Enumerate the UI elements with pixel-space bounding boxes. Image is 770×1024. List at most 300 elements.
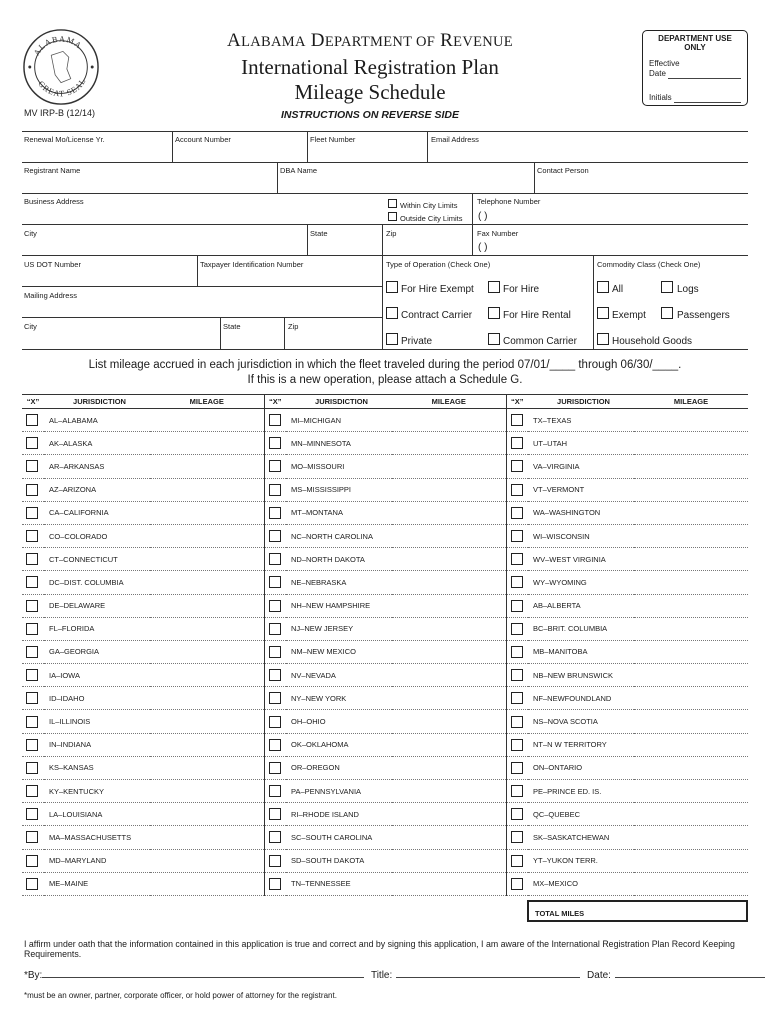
- mileage-field[interactable]: [150, 455, 264, 478]
- fax-area-code[interactable]: ( ): [478, 242, 488, 253]
- select-cell: [264, 826, 286, 849]
- registrant-name-label: Registrant Name: [24, 166, 81, 175]
- mileage-field[interactable]: [150, 664, 264, 687]
- jurisdiction-name: NS–NOVA SCOTIA: [528, 710, 634, 733]
- jurisdiction-checkbox[interactable]: [269, 530, 281, 542]
- select-cell: [506, 617, 528, 640]
- seal-bottom-text: GREAT SEAL: [36, 76, 88, 99]
- mileage-field[interactable]: [634, 664, 748, 687]
- household-goods-checkbox[interactable]: [597, 333, 609, 345]
- table-row: [22, 524, 748, 547]
- jurisdiction-checkbox[interactable]: [269, 762, 281, 774]
- jurisdiction-checkbox[interactable]: [269, 739, 281, 751]
- divider: [22, 193, 748, 194]
- jurisdiction-checkbox[interactable]: [26, 553, 38, 565]
- table-row: [22, 594, 748, 617]
- jurisdiction-checkbox[interactable]: [511, 437, 523, 449]
- jurisdiction-checkbox[interactable]: [511, 739, 523, 751]
- option-label: Contract Carrier: [401, 310, 473, 321]
- column-header-mileage: MILEAGE: [150, 395, 264, 409]
- jurisdiction-checkbox[interactable]: [26, 576, 38, 588]
- private-checkbox[interactable]: [386, 333, 398, 345]
- option-label: Passengers: [677, 310, 730, 321]
- select-cell: [22, 409, 44, 432]
- jurisdiction-name: WA–WASHINGTON: [528, 501, 634, 524]
- mileage-field[interactable]: [634, 478, 748, 501]
- jurisdiction-name: NJ–NEW JERSEY: [286, 617, 392, 640]
- within-city-checkbox[interactable]: [388, 199, 397, 208]
- jurisdiction-checkbox[interactable]: [511, 460, 523, 472]
- table-header-row: [22, 395, 748, 409]
- mileage-field[interactable]: [634, 756, 748, 779]
- select-cell: [264, 524, 286, 547]
- common-carrier-checkbox[interactable]: [488, 333, 500, 345]
- jurisdiction-checkbox[interactable]: [511, 785, 523, 797]
- column-header-x: “X”: [22, 395, 44, 409]
- mileage-field[interactable]: [634, 687, 748, 710]
- department-use-heading: DEPARTMENT USE ONLY: [658, 34, 732, 52]
- mileage-field[interactable]: [392, 524, 506, 547]
- column-header-jurisdiction: JURISDICTION: [44, 395, 150, 409]
- table-row: [22, 826, 748, 849]
- jurisdiction-checkbox[interactable]: [269, 669, 281, 681]
- jurisdiction-name: SK–SASKATCHEWAN: [528, 826, 634, 849]
- divider: [172, 131, 173, 162]
- jurisdiction-checkbox[interactable]: [269, 484, 281, 496]
- passengers-checkbox[interactable]: [661, 307, 673, 319]
- jurisdiction-checkbox[interactable]: [511, 576, 523, 588]
- select-cell: [264, 849, 286, 872]
- city-label: City: [24, 229, 37, 238]
- jurisdiction-checkbox[interactable]: [511, 414, 523, 426]
- mileage-field[interactable]: [392, 478, 506, 501]
- mileage-field[interactable]: [150, 409, 264, 432]
- select-cell: [506, 548, 528, 571]
- zip-label: Zip: [386, 229, 397, 238]
- mailing-address-label: Mailing Address: [24, 291, 77, 300]
- page-title-agency: ALABAMA DEPARTMENT OF REVENUE: [227, 30, 513, 51]
- jurisdiction-checkbox[interactable]: [26, 855, 38, 867]
- mileage-field[interactable]: [392, 849, 506, 872]
- select-cell: [506, 664, 528, 687]
- mileage-field[interactable]: [634, 524, 748, 547]
- mileage-field[interactable]: [150, 849, 264, 872]
- divider: [22, 349, 748, 350]
- divider: [593, 255, 594, 349]
- table-row: [22, 710, 748, 733]
- mileage-field[interactable]: [634, 640, 748, 663]
- renewal-label: Renewal Mo/License Yr.: [24, 135, 105, 144]
- select-cell: [22, 501, 44, 524]
- jurisdiction-checkbox[interactable]: [269, 437, 281, 449]
- divider: [284, 317, 285, 349]
- table-row: [22, 617, 748, 640]
- for-hire-rental-checkbox[interactable]: [488, 307, 500, 319]
- mileage-field[interactable]: [634, 826, 748, 849]
- logs-checkbox[interactable]: [661, 281, 673, 293]
- jurisdiction-name: CO–COLORADO: [44, 524, 150, 547]
- column-header-mileage: MILEAGE: [634, 395, 748, 409]
- table-row: [22, 664, 748, 687]
- jurisdiction-checkbox[interactable]: [269, 576, 281, 588]
- mileage-field[interactable]: [392, 687, 506, 710]
- mileage-field[interactable]: [150, 756, 264, 779]
- jurisdiction-name: TN–TENNESSEE: [286, 872, 392, 895]
- mileage-field[interactable]: [392, 594, 506, 617]
- jurisdiction-name: MO–MISSOURI: [286, 455, 392, 478]
- mileage-instructions-line1: List mileage accrued in each jurisdiction in which the fleet traveled during the period 07/01/____ through 06/30/____.: [88, 359, 682, 371]
- select-cell: [506, 756, 528, 779]
- jurisdiction-checkbox[interactable]: [511, 878, 523, 890]
- jurisdiction-checkbox[interactable]: [511, 669, 523, 681]
- select-cell: [264, 455, 286, 478]
- select-cell: [22, 710, 44, 733]
- table-row: [22, 849, 748, 872]
- select-cell: [506, 524, 528, 547]
- select-cell: [264, 617, 286, 640]
- select-cell: [22, 687, 44, 710]
- table-row: [22, 571, 748, 594]
- mileage-field[interactable]: [634, 780, 748, 803]
- outside-city-label: Outside City Limits: [400, 214, 463, 223]
- mileage-field[interactable]: [634, 548, 748, 571]
- outside-city-checkbox[interactable]: [388, 212, 397, 221]
- signature-field[interactable]: [42, 969, 364, 978]
- mileage-field[interactable]: [392, 455, 506, 478]
- jurisdiction-name: PE–PRINCE ED. IS.: [528, 780, 634, 803]
- mileage-field[interactable]: [392, 826, 506, 849]
- mileage-field[interactable]: [392, 664, 506, 687]
- option-label: For Hire Exempt: [401, 284, 474, 295]
- mileage-field[interactable]: [392, 617, 506, 640]
- jurisdiction-checkbox[interactable]: [26, 878, 38, 890]
- mileage-field[interactable]: [634, 710, 748, 733]
- select-cell: [264, 803, 286, 826]
- jurisdiction-checkbox[interactable]: [511, 831, 523, 843]
- divider: [22, 317, 382, 318]
- jurisdiction-name: VA–VIRGINIA: [528, 455, 634, 478]
- jurisdiction-name: WY–WYOMING: [528, 571, 634, 594]
- jurisdiction-checkbox[interactable]: [511, 855, 523, 867]
- account-number-label: Account Number: [175, 135, 231, 144]
- jurisdiction-name: WV–WEST VIRGINIA: [528, 548, 634, 571]
- select-cell: [22, 524, 44, 547]
- jurisdiction-checkbox[interactable]: [26, 507, 38, 519]
- jurisdiction-checkbox[interactable]: [511, 716, 523, 728]
- jurisdiction-name: MN–MINNESOTA: [286, 432, 392, 455]
- mileage-field[interactable]: [150, 432, 264, 455]
- jurisdiction-checkbox[interactable]: [269, 831, 281, 843]
- jurisdiction-checkbox[interactable]: [269, 808, 281, 820]
- mileage-field[interactable]: [634, 501, 748, 524]
- jurisdiction-checkbox[interactable]: [511, 808, 523, 820]
- jurisdiction-checkbox[interactable]: [269, 553, 281, 565]
- select-cell: [264, 548, 286, 571]
- select-cell: [264, 710, 286, 733]
- taxpayer-id-label: Taxpayer Identification Number: [200, 260, 304, 269]
- jurisdiction-checkbox[interactable]: [511, 762, 523, 774]
- jurisdiction-checkbox[interactable]: [26, 739, 38, 751]
- mileage-field[interactable]: [150, 687, 264, 710]
- jurisdiction-name: NT–N W TERRITORY: [528, 733, 634, 756]
- mileage-instructions: [20, 358, 750, 388]
- jurisdiction-name: OK–OKLAHOMA: [286, 733, 392, 756]
- jurisdiction-checkbox[interactable]: [269, 785, 281, 797]
- jurisdiction-checkbox[interactable]: [26, 831, 38, 843]
- date-field[interactable]: [615, 969, 765, 978]
- by-label: *By:: [24, 970, 43, 981]
- mileage-field[interactable]: [634, 849, 748, 872]
- select-cell: [22, 664, 44, 687]
- select-cell: [264, 733, 286, 756]
- jurisdiction-name: MI–MICHIGAN: [286, 409, 392, 432]
- jurisdiction-name: BC–BRIT. COLUMBIA: [528, 617, 634, 640]
- divider: [534, 162, 535, 193]
- mileage-field[interactable]: [150, 548, 264, 571]
- svg-text:ALABAMA: [32, 35, 84, 58]
- for-hire-checkbox[interactable]: [488, 281, 500, 293]
- mileage-field[interactable]: [392, 872, 506, 895]
- footnote: *must be an owner, partner, corporate officer, or hold power of attorney for the registrant.: [24, 991, 337, 1000]
- jurisdiction-checkbox[interactable]: [26, 785, 38, 797]
- jurisdiction-name: IA–IOWA: [44, 664, 150, 687]
- select-cell: [264, 664, 286, 687]
- jurisdiction-checkbox[interactable]: [26, 460, 38, 472]
- contract-carrier-checkbox[interactable]: [386, 307, 398, 319]
- telephone-area-code[interactable]: ( ): [478, 211, 488, 222]
- mileage-field[interactable]: [392, 803, 506, 826]
- jurisdiction-checkbox[interactable]: [511, 600, 523, 612]
- table-row: [22, 780, 748, 803]
- select-cell: [22, 617, 44, 640]
- mileage-field[interactable]: [392, 571, 506, 594]
- table-row: [22, 733, 748, 756]
- jurisdiction-checkbox[interactable]: [26, 600, 38, 612]
- jurisdiction-checkbox[interactable]: [26, 669, 38, 681]
- jurisdiction-checkbox[interactable]: [26, 623, 38, 635]
- select-cell: [22, 571, 44, 594]
- mileage-field[interactable]: [150, 501, 264, 524]
- select-cell: [264, 432, 286, 455]
- jurisdiction-name: MB–MANITOBA: [528, 640, 634, 663]
- mileage-field[interactable]: [392, 548, 506, 571]
- email-label: Email Address: [431, 135, 479, 144]
- table-row: [22, 687, 748, 710]
- mileage-field[interactable]: [150, 872, 264, 895]
- column-header-x: “X”: [506, 395, 528, 409]
- signature-line: [24, 969, 765, 981]
- option-label: Private: [401, 336, 433, 347]
- mileage-field[interactable]: [150, 803, 264, 826]
- select-cell: [506, 501, 528, 524]
- jurisdiction-checkbox[interactable]: [26, 716, 38, 728]
- mileage-field[interactable]: [392, 640, 506, 663]
- mileage-field[interactable]: [150, 617, 264, 640]
- jurisdiction-checkbox[interactable]: [511, 623, 523, 635]
- jurisdiction-name: NV–NEVADA: [286, 664, 392, 687]
- option-label: Common Carrier: [503, 336, 577, 347]
- select-cell: [506, 849, 528, 872]
- mileage-field[interactable]: [392, 409, 506, 432]
- all-checkbox[interactable]: [597, 281, 609, 293]
- mileage-field[interactable]: [150, 571, 264, 594]
- mileage-field[interactable]: [392, 733, 506, 756]
- jurisdiction-checkbox[interactable]: [269, 646, 281, 658]
- jurisdiction-checkbox[interactable]: [511, 692, 523, 704]
- mileage-field[interactable]: [392, 501, 506, 524]
- jurisdiction-checkbox[interactable]: [269, 414, 281, 426]
- jurisdiction-name: FL–FLORIDA: [44, 617, 150, 640]
- jurisdiction-checkbox[interactable]: [269, 600, 281, 612]
- jurisdiction-checkbox[interactable]: [269, 878, 281, 890]
- mileage-field[interactable]: [392, 756, 506, 779]
- affirmation-statement: I affirm under oath that the information contained in this application is true and correct and by signing this application, I am aware of the International Registration Plan Record Keeping Requirements.: [24, 939, 735, 959]
- jurisdiction-name: WI–WISCONSIN: [528, 524, 634, 547]
- option-label: Exempt: [612, 310, 646, 321]
- jurisdiction-name: NF–NEWFOUNDLAND: [528, 687, 634, 710]
- alabama-great-seal: [22, 28, 100, 106]
- dept-initials-field[interactable]: [674, 95, 741, 103]
- business-address-label: Business Address: [24, 197, 84, 206]
- select-cell: [506, 826, 528, 849]
- title-field[interactable]: [396, 969, 580, 978]
- mileage-field[interactable]: [634, 872, 748, 895]
- mileage-field[interactable]: [634, 617, 748, 640]
- jurisdiction-name: KS–KANSAS: [44, 756, 150, 779]
- jurisdiction-checkbox[interactable]: [511, 646, 523, 658]
- jurisdiction-checkbox[interactable]: [511, 484, 523, 496]
- mileage-field[interactable]: [634, 733, 748, 756]
- dept-date-field[interactable]: [668, 71, 741, 79]
- jurisdiction-checkbox[interactable]: [269, 460, 281, 472]
- select-cell: [264, 756, 286, 779]
- jurisdiction-checkbox[interactable]: [511, 530, 523, 542]
- telephone-label: Telephone Number: [477, 197, 541, 206]
- jurisdiction-checkbox[interactable]: [26, 530, 38, 542]
- select-cell: [22, 849, 44, 872]
- date-label: Date: [649, 69, 666, 78]
- jurisdiction-name: SC–SOUTH CAROLINA: [286, 826, 392, 849]
- jurisdiction-name: NE–NEBRASKA: [286, 571, 392, 594]
- jurisdiction-checkbox[interactable]: [26, 484, 38, 496]
- jurisdiction-name: MS–MISSISSIPPI: [286, 478, 392, 501]
- jurisdiction-checkbox[interactable]: [26, 646, 38, 658]
- jurisdiction-name: YT–YUKON TERR.: [528, 849, 634, 872]
- jurisdiction-name: AR–ARKANSAS: [44, 455, 150, 478]
- jurisdiction-checkbox[interactable]: [26, 808, 38, 820]
- date-label: Date:: [587, 970, 611, 981]
- divider: [472, 193, 473, 255]
- mileage-field[interactable]: [634, 571, 748, 594]
- jurisdiction-checkbox[interactable]: [269, 716, 281, 728]
- jurisdiction-checkbox[interactable]: [511, 553, 523, 565]
- select-cell: [506, 432, 528, 455]
- select-cell: [264, 872, 286, 895]
- mileage-field[interactable]: [150, 780, 264, 803]
- mileage-field[interactable]: [150, 826, 264, 849]
- commodity-class-label: Commodity Class (Check One): [597, 260, 701, 269]
- mileage-instructions-line2: If this is a new operation, please attach a Schedule G.: [247, 374, 523, 386]
- divider: [22, 162, 748, 163]
- mileage-field[interactable]: [150, 594, 264, 617]
- jurisdiction-checkbox[interactable]: [26, 762, 38, 774]
- page-title-program: International Registration Plan: [241, 55, 499, 79]
- table-row: [22, 756, 748, 779]
- column-header-x: “X”: [264, 395, 286, 409]
- jurisdiction-checkbox[interactable]: [269, 507, 281, 519]
- mileage-field[interactable]: [392, 780, 506, 803]
- divider: [307, 224, 308, 255]
- mileage-field[interactable]: [634, 432, 748, 455]
- mileage-field[interactable]: [634, 594, 748, 617]
- select-cell: [264, 478, 286, 501]
- select-cell: [264, 687, 286, 710]
- select-cell: [506, 803, 528, 826]
- select-cell: [22, 733, 44, 756]
- svg-text:GREAT SEAL: [36, 76, 88, 98]
- mileage-field[interactable]: [634, 409, 748, 432]
- divider: [197, 255, 198, 286]
- state-label: State: [310, 229, 328, 238]
- jurisdiction-name: MT–MONTANA: [286, 501, 392, 524]
- jurisdiction-name: PA–PENNSYLVANIA: [286, 780, 392, 803]
- select-cell: [506, 733, 528, 756]
- jurisdiction-name: RI–RHODE ISLAND: [286, 803, 392, 826]
- mileage-field[interactable]: [150, 640, 264, 663]
- initials-label: Initials: [649, 93, 672, 102]
- select-cell: [264, 640, 286, 663]
- total-miles-field[interactable]: TOTAL MILES: [527, 900, 748, 922]
- mileage-field[interactable]: [392, 710, 506, 733]
- select-cell: [506, 571, 528, 594]
- jurisdiction-checkbox[interactable]: [269, 623, 281, 635]
- jurisdiction-name: ON–ONTARIO: [528, 756, 634, 779]
- jurisdiction-checkbox[interactable]: [269, 692, 281, 704]
- jurisdiction-checkbox[interactable]: [269, 855, 281, 867]
- jurisdiction-name: OR–OREGON: [286, 756, 392, 779]
- select-cell: [506, 780, 528, 803]
- mileage-field[interactable]: [150, 524, 264, 547]
- jurisdiction-name: MA–MASSACHUSETTS: [44, 826, 150, 849]
- jurisdiction-checkbox[interactable]: [26, 437, 38, 449]
- mileage-field[interactable]: [634, 455, 748, 478]
- divider: [22, 224, 748, 225]
- for-hire-exempt-checkbox[interactable]: [386, 281, 398, 293]
- divider: [277, 162, 278, 193]
- jurisdiction-name: CT–CONNECTICUT: [44, 548, 150, 571]
- jurisdiction-checkbox[interactable]: [26, 692, 38, 704]
- mileage-field[interactable]: [150, 478, 264, 501]
- column-header-jurisdiction: JURISDICTION: [286, 395, 392, 409]
- select-cell: [506, 478, 528, 501]
- jurisdiction-name: CA–CALIFORNIA: [44, 501, 150, 524]
- jurisdiction-name: NM–NEW MEXICO: [286, 640, 392, 663]
- jurisdiction-name: OH–OHIO: [286, 710, 392, 733]
- mailing-city-label: City: [24, 322, 37, 331]
- jurisdiction-checkbox[interactable]: [26, 414, 38, 426]
- mileage-field[interactable]: [150, 710, 264, 733]
- option-label: For Hire Rental: [503, 310, 571, 321]
- jurisdiction-name: ND–NORTH DAKOTA: [286, 548, 392, 571]
- option-label: Logs: [677, 284, 699, 295]
- mileage-field[interactable]: [150, 733, 264, 756]
- mileage-field[interactable]: [634, 803, 748, 826]
- jurisdiction-name: SD–SOUTH DAKOTA: [286, 849, 392, 872]
- jurisdiction-table: [22, 394, 748, 896]
- mileage-field[interactable]: [392, 432, 506, 455]
- exempt-checkbox[interactable]: [597, 307, 609, 319]
- jurisdiction-checkbox[interactable]: [511, 507, 523, 519]
